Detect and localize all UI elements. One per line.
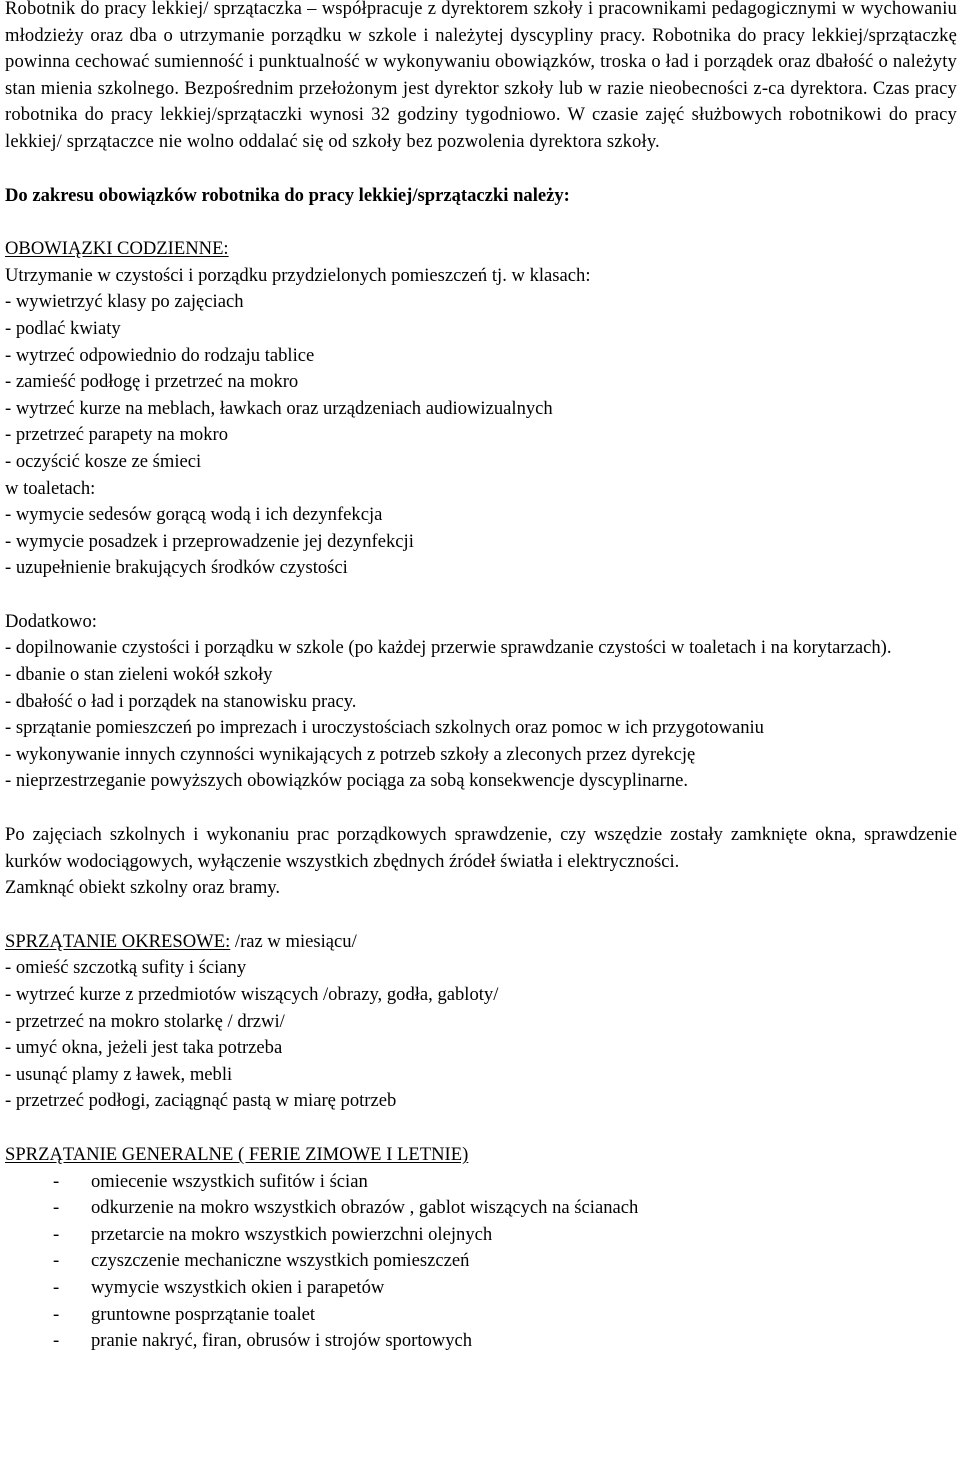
spacer	[5, 156, 957, 183]
list-item-text: przetarcie na mokro wszystkich powierzchni olejnych	[91, 1223, 493, 1245]
list-item	[5, 1222, 957, 1249]
list-item-text: odkurzenie na mokro wszystkich obrazów , gablot wiszących na ścianach	[91, 1197, 639, 1219]
list-item: - omieść szczotką sufity i ściany	[5, 957, 247, 979]
list-dash: -	[53, 1197, 60, 1219]
list-dash: -	[53, 1303, 60, 1325]
list-item: - uzupełnienie brakujących środków czystości	[5, 557, 348, 579]
general-list	[5, 1169, 957, 1355]
spacer	[5, 582, 957, 609]
additional-heading: Dodatkowo:	[5, 610, 97, 632]
daily-intro: Utrzymanie w czystości i porządku przydzielonych pomieszczeń tj. w klasach:	[5, 264, 591, 286]
list-item: - wykonywanie innych czynności wynikających z potrzeb szkoły a zleconych przez dyrekcję	[5, 743, 696, 765]
list-item: - wymycie posadzek i przeprowadzenie jej dezynfekcji	[5, 530, 414, 552]
list-item: - wytrzeć kurze na meblach, ławkach oraz urządzeniach audiowizualnych	[5, 397, 553, 419]
intro-paragraph: Robotnik do pracy lekkiej/ sprzątaczka – współpracuje z dyrektorem szkoły i pracownikami pedagogicznymi w wychowaniu młodzieży oraz dba o utrzymanie porządku w szkole i należytej dyscypliny pracy. Robotnika do pracy lekkiej/sprzątaczkę powinna cechować sumienność i punktualność w wykonywaniu obowiązków, troska o ład i porządek oraz dbałość o należyty stan mienia szkolnego. Bezpośrednim przełożonym jest dyrektor szkoły lub w razie nieobecności z-ca dyrektora. Czas pracy robotnika do pracy lekkiej/sprzątaczki wynosi 32 godziny tygodniowo. W czasie zajęć służbowych robotnikowi do pracy lekkiej/ sprzątaczce nie wolno oddalać się od szkoły bez pozwolenia dyrektora szkoły.	[5, 0, 957, 152]
periodic-list	[5, 955, 957, 1115]
spacer	[5, 902, 957, 929]
list-item-text: omiecenie wszystkich sufitów i ścian	[91, 1170, 368, 1192]
additional-list	[5, 662, 957, 795]
general-heading	[5, 1142, 957, 1169]
general-heading-text: SPRZĄTANIE GENERALNE ( FERIE ZIMOWE I LETNIE)	[5, 1143, 469, 1165]
list-item-text: pranie nakryć, firan, obrusów i strojów sportowych	[91, 1330, 473, 1352]
list-dash: -	[53, 1330, 60, 1352]
list-item: - wytrzeć odpowiednio do rodzaju tablice	[5, 344, 315, 366]
list-item: - przetrzeć parapety na mokro	[5, 424, 228, 446]
list-item	[5, 1275, 957, 1302]
spacer	[5, 795, 957, 822]
list-dash: -	[53, 1250, 60, 1272]
spacer	[5, 209, 957, 236]
list-item: - przetrzeć na mokro stolarkę / drzwi/	[5, 1010, 285, 1032]
list-item: - podlać kwiaty	[5, 317, 121, 339]
list-item-text: gruntowne posprzątanie toalet	[91, 1303, 316, 1325]
closing-line: Zamknąć obiekt szkolny oraz bramy.	[5, 877, 281, 899]
additional-first-item: - dopilnowanie czystości i porządku w szkole (po każdej przerwie sprawdzanie czystości w toaletach i na korytarzach).	[5, 637, 892, 659]
list-dash: -	[53, 1276, 60, 1298]
list-item: - dbałość o ład i porządek na stanowisku pracy.	[5, 690, 357, 712]
list-item: - zamieść podłogę i przetrzeć na mokro	[5, 371, 299, 393]
list-item: - dbanie o stan zieleni wokół szkoły	[5, 664, 273, 686]
daily-heading-text: OBOWIĄZKI CODZIENNE:	[5, 238, 229, 260]
toilets-label: w toaletach:	[5, 477, 96, 499]
list-item: - wywietrzyć klasy po zajęciach	[5, 291, 244, 313]
after-classes-paragraph: Po zajęciach szkolnych i wykonaniu prac porządkowych sprawdzenie, czy wszędzie zostały zamknięte okna, sprawdzenie kurków wodociągowych, wyłączenie wszystkich zbędnych źródeł światła i elektryczności.	[5, 824, 957, 872]
classroom-list	[5, 289, 957, 475]
list-item	[5, 1248, 957, 1275]
list-item-text: wymycie wszystkich okien i parapetów	[91, 1276, 385, 1298]
list-item: - przetrzeć podłogi, zaciągnąć pastą w miarę potrzeb	[5, 1090, 397, 1112]
list-dash: -	[53, 1223, 60, 1245]
list-item	[5, 1195, 957, 1222]
periodic-heading-text: SPRZĄTANIE OKRESOWE:	[5, 930, 231, 952]
periodic-frequency: /raz w miesiącu/	[230, 930, 357, 952]
spacer	[5, 1115, 957, 1142]
list-item: - usunąć plamy z ławek, mebli	[5, 1063, 233, 1085]
list-item: - oczyścić kosze ze śmieci	[5, 450, 202, 472]
toilet-list	[5, 502, 957, 582]
list-item-text: czyszczenie mechaniczne wszystkich pomieszczeń	[91, 1250, 470, 1272]
document-page	[5, 0, 957, 1355]
list-item: - wymycie sedesów gorącą wodą i ich dezynfekcja	[5, 504, 383, 526]
list-item: - sprzątanie pomieszczeń po imprezach i uroczystościach szkolnych oraz pomoc w ich przygotowaniu	[5, 717, 764, 739]
scope-heading: Do zakresu obowiązków robotnika do pracy lekkiej/sprzątaczki należy:	[5, 184, 570, 206]
list-item	[5, 1302, 957, 1329]
list-item: - umyć okna, jeżeli jest taka potrzeba	[5, 1037, 283, 1059]
list-item: - wytrzeć kurze z przedmiotów wiszących /obrazy, godła, gabloty/	[5, 984, 499, 1005]
list-dash: -	[53, 1170, 60, 1192]
daily-heading	[5, 236, 957, 263]
list-item: - nieprzestrzeganie powyższych obowiązków pociąga za sobą konsekwencje dyscyplinarne.	[5, 770, 689, 792]
list-item	[5, 1169, 957, 1196]
list-item	[5, 1328, 957, 1355]
periodic-heading	[5, 929, 957, 956]
